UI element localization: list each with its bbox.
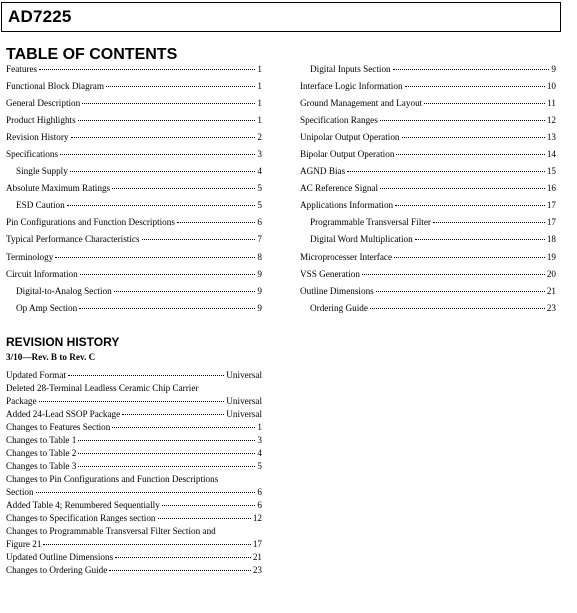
revision-line-page: 6 — [257, 500, 262, 510]
dot-leader — [362, 274, 545, 275]
dot-leader — [380, 120, 545, 121]
dot-leader — [347, 171, 545, 172]
toc-entry-page: 9 — [257, 302, 262, 313]
dot-leader — [424, 103, 545, 104]
revision-line-text: Changes to Table 3 — [6, 461, 77, 471]
toc-entry-page: 1 — [257, 81, 262, 92]
dot-leader — [405, 86, 545, 87]
dot-leader — [394, 257, 545, 258]
document-title: AD7225 — [8, 7, 72, 26]
dot-leader — [106, 86, 255, 87]
revision-line-text: Deleted 28-Terminal Leadless Ceramic Chip Carrier — [6, 383, 199, 393]
toc-entry-page: 19 — [546, 251, 556, 262]
toc-entry-title: Single Supply — [16, 166, 68, 177]
toc-entry[interactable] — [6, 252, 262, 269]
toc-entry-title: Circuit Information — [6, 268, 78, 279]
toc-entry-page: 1 — [257, 98, 262, 109]
revision-subheading: 3/10—Rev. B to Rev. C — [6, 352, 96, 362]
toc-entry-title: Features — [6, 64, 38, 74]
toc-entry-title: Bipolar Output Operation — [300, 149, 395, 160]
revision-line — [6, 474, 262, 487]
revision-line-text: Changes to Pin Configurations and Function Descriptions — [6, 474, 219, 484]
toc-entry-title: Interface Logic Information — [300, 81, 403, 92]
dot-leader — [78, 453, 255, 454]
toc-entry-title: AGND Bias — [300, 166, 346, 177]
toc-entry-title: Product Highlights — [6, 115, 76, 126]
toc-entry-page: 1 — [257, 115, 262, 126]
dot-leader — [71, 137, 256, 138]
revision-list — [6, 370, 262, 578]
revision-line — [6, 370, 262, 383]
revision-line-page: 4 — [257, 448, 262, 458]
toc-right-column — [300, 64, 556, 320]
revision-line-text: Changes to Features Section — [6, 422, 111, 432]
dot-leader — [376, 291, 545, 292]
toc-entry-page: 11 — [547, 98, 556, 109]
toc-entry-title: Functional Block Diagram — [6, 81, 104, 92]
dot-leader — [115, 557, 251, 558]
dot-leader — [78, 440, 255, 441]
dot-leader — [109, 570, 251, 571]
toc-entry[interactable] — [6, 81, 262, 98]
dot-leader — [39, 401, 225, 402]
dot-leader — [78, 466, 255, 467]
toc-entry[interactable] — [6, 183, 262, 200]
toc-entry[interactable] — [300, 64, 556, 81]
toc-entry[interactable] — [6, 286, 262, 303]
toc-entry-page: 7 — [257, 234, 262, 245]
dot-leader — [39, 69, 255, 70]
toc-entry-title: Unipolar Output Operation — [300, 132, 400, 143]
revision-line-text: Changes to Table 1 — [6, 435, 77, 445]
revision-line-text: Changes to Ordering Guide — [6, 565, 108, 575]
revision-line — [6, 500, 262, 513]
toc-entry[interactable] — [300, 98, 556, 115]
dot-leader — [82, 103, 255, 104]
toc-entry[interactable] — [300, 234, 556, 251]
revision-line-page: 17 — [252, 539, 262, 549]
revision-line — [6, 552, 262, 565]
toc-entry-page: 16 — [546, 183, 556, 194]
toc-entry-title: Specifications — [6, 149, 59, 160]
toc-entry-title: Programmable Transversal Filter — [310, 217, 431, 228]
page-header — [1, 2, 561, 32]
dot-leader — [36, 492, 256, 493]
revision-line-text: Updated Format — [6, 370, 66, 380]
toc-entry-title: AC Reference Signal — [300, 183, 379, 194]
dot-leader — [68, 375, 224, 376]
toc-entry-page: 5 — [257, 200, 262, 211]
dot-leader — [162, 505, 256, 506]
toc-entry-title: Applications Information — [300, 200, 394, 211]
dot-leader — [114, 291, 256, 292]
revision-line-text: Changes to Specification Ranges section — [6, 513, 156, 523]
revision-line — [6, 396, 262, 409]
dot-leader — [433, 222, 545, 223]
toc-entry[interactable] — [6, 234, 262, 251]
toc-entry-title: General Description — [6, 98, 81, 109]
dot-leader — [393, 69, 550, 70]
toc-entry-page: 17 — [546, 200, 556, 211]
toc-entry-title: Digital Inputs Section — [310, 64, 391, 74]
revision-line — [6, 448, 262, 461]
dot-leader — [122, 414, 224, 415]
revision-line — [6, 513, 262, 526]
toc-entry[interactable] — [300, 115, 556, 132]
dot-leader — [112, 427, 255, 428]
revision-line-page: 23 — [252, 565, 262, 575]
toc-entry[interactable] — [6, 115, 262, 132]
toc-entry-page: 23 — [546, 302, 556, 313]
revision-line-page: 3 — [257, 435, 262, 445]
dot-leader — [158, 518, 251, 519]
toc-entry-title: Digital-to-Analog Section — [16, 285, 112, 296]
revision-line-text: Added 24-Lead SSOP Package — [6, 409, 121, 419]
toc-entry[interactable] — [300, 286, 556, 303]
toc-entry[interactable] — [300, 183, 556, 200]
toc-entry-title: ESD Caution — [16, 200, 65, 211]
toc-entry-title: Outline Dimensions — [300, 285, 374, 296]
dot-leader — [395, 205, 545, 206]
dot-leader — [55, 257, 255, 258]
toc-entry-page: 9 — [551, 64, 556, 74]
dot-leader — [177, 222, 255, 223]
toc-entry-title: Terminology — [6, 251, 54, 262]
dot-leader — [78, 120, 256, 121]
toc-heading: TABLE OF CONTENTS — [6, 46, 178, 63]
toc-entry-title: Ordering Guide — [310, 302, 368, 313]
toc-entry-page: 3 — [257, 149, 262, 160]
dot-leader — [79, 308, 255, 309]
revision-line — [6, 461, 262, 474]
toc-entry-title: VSS Generation — [300, 268, 360, 279]
revision-line-page: Universal — [226, 396, 262, 406]
toc-entry-title: Op Amp Section — [16, 302, 78, 313]
toc-entry[interactable] — [300, 166, 556, 183]
revision-line-text: Added Table 4; Renumbered Sequentially — [6, 500, 160, 510]
toc-entry-page: 17 — [546, 217, 556, 228]
toc-entry-title: Revision History — [6, 132, 69, 143]
toc-entry-page: 5 — [257, 183, 262, 194]
revision-line-text: Figure 21 — [6, 539, 42, 549]
revision-line — [6, 383, 262, 396]
toc-entry-title: Absolute Maximum Ratings — [6, 183, 111, 194]
toc-entry-page: 21 — [546, 285, 556, 296]
toc-entry[interactable] — [300, 81, 556, 98]
revision-line-page: 1 — [257, 422, 262, 432]
revision-line — [6, 565, 262, 578]
dot-leader — [415, 239, 545, 240]
dot-leader — [60, 154, 255, 155]
revision-line-text: Updated Outline Dimensions — [6, 552, 114, 562]
toc-entry[interactable] — [300, 200, 556, 217]
toc-entry-page: 2 — [257, 132, 262, 143]
toc-entry-page: 9 — [257, 285, 262, 296]
toc-entry[interactable] — [6, 132, 262, 149]
revision-line-page: 5 — [257, 461, 262, 471]
revision-line-page: 21 — [252, 552, 262, 562]
toc-entry-page: 12 — [546, 115, 556, 126]
toc-entry-page: 4 — [257, 166, 262, 177]
toc-entry-page: 10 — [546, 81, 556, 92]
toc-entry-page: 14 — [546, 149, 556, 160]
toc-entry[interactable] — [6, 98, 262, 115]
toc-entry[interactable] — [6, 200, 262, 217]
dot-leader — [142, 239, 256, 240]
revision-line — [6, 409, 262, 422]
dot-leader — [70, 171, 256, 172]
toc-entry-page: 6 — [257, 217, 262, 228]
revision-line — [6, 487, 262, 500]
dot-leader — [112, 188, 255, 189]
toc-entry-page: 15 — [546, 166, 556, 177]
toc-entry[interactable] — [6, 303, 262, 320]
toc-entry[interactable] — [300, 269, 556, 286]
toc-entry-title: Typical Performance Characteristics — [6, 234, 140, 245]
revision-line-text: Section — [6, 487, 34, 497]
revision-line — [6, 539, 262, 552]
toc-entry-title: Digital Word Multiplication — [310, 234, 413, 245]
toc-entry-title: Specification Ranges — [300, 115, 378, 126]
dot-leader — [80, 274, 256, 275]
dot-leader — [370, 308, 545, 309]
toc-entry-page: 18 — [546, 234, 556, 245]
revision-line-page: Universal — [226, 370, 262, 380]
toc-entry[interactable] — [300, 252, 556, 269]
toc-entry-page: 9 — [257, 268, 262, 279]
revision-line — [6, 422, 262, 435]
toc-entry[interactable] — [6, 149, 262, 166]
revision-line-text: Changes to Programmable Transversal Filter Section and — [6, 526, 216, 536]
toc-entry-page: 13 — [546, 132, 556, 143]
toc-entry[interactable] — [6, 269, 262, 286]
revision-line — [6, 435, 262, 448]
revision-line-page: 12 — [252, 513, 262, 523]
toc-entry-page: 1 — [257, 64, 262, 74]
toc-entry[interactable] — [300, 217, 556, 234]
dot-leader — [380, 188, 545, 189]
toc-entry-page: 20 — [546, 268, 556, 279]
toc-entry[interactable] — [6, 64, 262, 81]
toc-entry-page: 8 — [257, 251, 262, 262]
dot-leader — [43, 544, 250, 545]
toc-entry[interactable] — [300, 149, 556, 166]
toc-entry[interactable] — [6, 217, 262, 234]
revision-line — [6, 526, 262, 539]
toc-entry-title: Ground Management and Layout — [300, 98, 423, 109]
toc-entry-title: Pin Configurations and Function Descriptions — [6, 217, 175, 228]
toc-entry[interactable] — [300, 303, 556, 320]
revision-line-text: Changes to Table 2 — [6, 448, 77, 458]
dot-leader — [396, 154, 544, 155]
revision-line-page: 6 — [257, 487, 262, 497]
revision-line-page: Universal — [226, 409, 262, 419]
revision-history-heading: REVISION HISTORY — [6, 335, 120, 349]
toc-entry[interactable] — [300, 132, 556, 149]
toc-entry[interactable] — [6, 166, 262, 183]
dot-leader — [402, 137, 545, 138]
revision-line-text: Package — [6, 396, 37, 406]
dot-leader — [67, 205, 256, 206]
toc-left-column — [6, 64, 262, 320]
toc-entry-title: Microprocesser Interface — [300, 251, 393, 262]
